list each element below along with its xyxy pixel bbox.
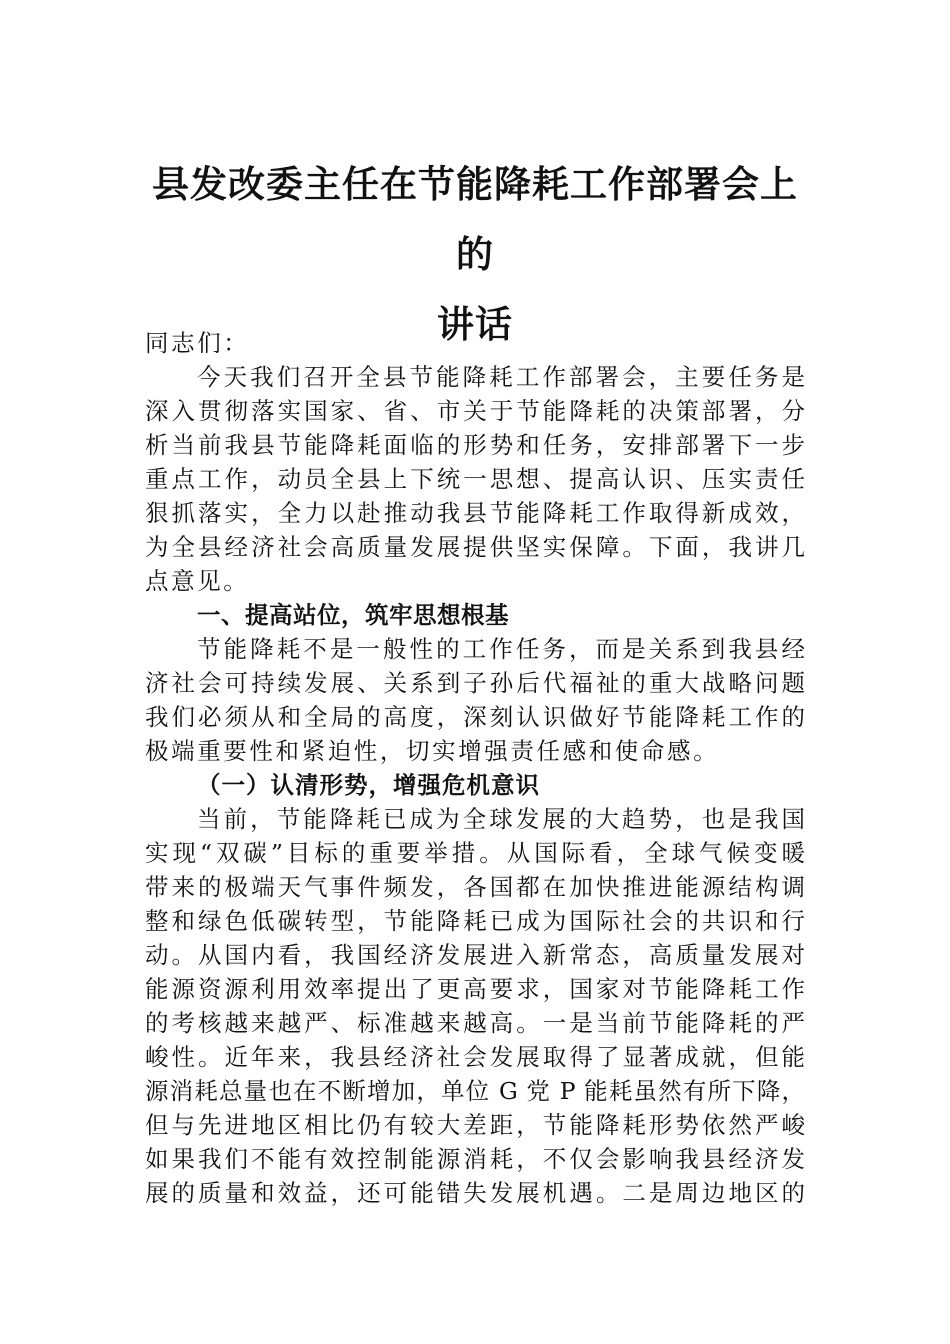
title-line-1: 县发改委主任在节能降耗工作部署会上的 <box>152 163 798 276</box>
paragraph-line: 动。从国内看，我国经济发展进入新常态，高质量发展对 <box>145 941 805 969</box>
subsection-heading: （一）认清形势，增强危机意识 <box>197 771 540 799</box>
paragraph-line: 当前，节能降耗已成为全球发展的大趋势，也是我国 <box>197 805 805 833</box>
paragraph-line: 带来的极端天气事件频发，各国都在加快推进能源结构调 <box>145 873 805 901</box>
paragraph-line: 深入贯彻落实国家、省、市关于节能降耗的决策部署，分 <box>145 397 805 425</box>
paragraph-line: 今天我们召开全县节能降耗工作部署会，主要任务是 <box>197 363 805 391</box>
paragraph-line: 的考核越来越严、标准越来越高。一是当前节能降耗的严 <box>145 1009 805 1037</box>
paragraph-line: 展的质量和效益，还可能错失发展机遇。二是周边地区的 <box>145 1179 805 1207</box>
paragraph-line: 整和绿色低碳转型，节能降耗已成为国际社会的共识和行 <box>145 907 805 935</box>
paragraph-line: 为全县经济社会高质量发展提供坚实保障。下面，我讲几 <box>145 533 805 561</box>
section1-paragraph <box>145 632 805 768</box>
paragraph-line: 能源资源利用效率提出了更高要求，国家对节能降耗工作 <box>145 975 805 1003</box>
salutation: 同志们： <box>145 329 250 357</box>
paragraph-line: 重点工作，动员全县上下统一思想、提高认识、压实责任 <box>145 465 805 493</box>
paragraph-line: 点意见。 <box>145 567 250 595</box>
paragraph-line: 济社会可持续发展、关系到子孙后代福祉的重大战略问题 <box>145 669 805 697</box>
paragraph-line: 但与先进地区相比仍有较大差距，节能降耗形势依然严峻 <box>145 1111 805 1139</box>
intro-paragraph <box>145 360 805 598</box>
paragraph-line: 狠抓落实，全力以赴推动我县节能降耗工作取得新成效， <box>145 499 805 527</box>
subsection1-paragraph <box>145 802 805 1210</box>
document-body <box>145 326 805 1210</box>
paragraph-line: 析当前我县节能降耗面临的形势和任务，安排部署下一步 <box>145 431 805 459</box>
paragraph-line: 极端重要性和紧迫性，切实增强责任感和使命感。 <box>145 737 720 765</box>
paragraph-line: 节能降耗不是一般性的工作任务，而是关系到我县经 <box>197 635 805 663</box>
paragraph-line: 我们必须从和全局的高度，深刻认识做好节能降耗工作的 <box>145 703 805 731</box>
paragraph-line: 如果我们不能有效控制能源消耗，不仅会影响我县经济发 <box>145 1145 805 1173</box>
title-line-2: 讲话 <box>437 303 513 346</box>
section-heading: 一、提高站位，筑牢思想根基 <box>197 601 509 629</box>
paragraph-line: 实现“双碳”目标的重要举措。从国际看，全球气候变暖 <box>145 839 805 867</box>
paragraph-line: 源消耗总量也在不断增加，单位 G 党 P 能耗虽然有所下降， <box>145 1077 805 1105</box>
paragraph-line: 峻性。近年来，我县经济社会发展取得了显著成就，但能 <box>145 1043 805 1071</box>
